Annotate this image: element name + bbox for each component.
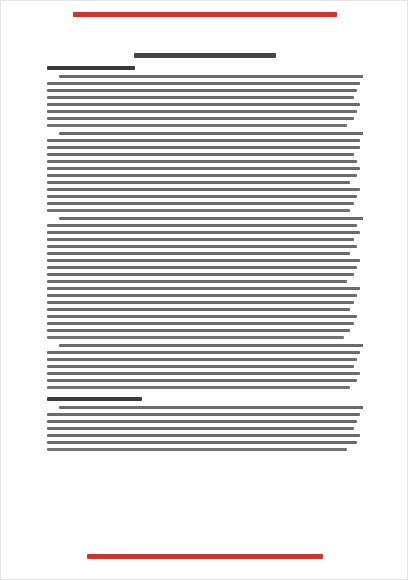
section-1-text-line	[47, 89, 357, 92]
section-1-text-line	[59, 344, 363, 347]
section-2-text-line	[47, 434, 360, 437]
section-1-text-line	[59, 217, 363, 220]
section-1-text-line	[47, 301, 354, 304]
section-1-text-line	[47, 209, 350, 212]
section-2-text-line	[47, 413, 360, 416]
section-2-paragraph	[47, 406, 363, 451]
section-1-text-line	[47, 181, 350, 184]
section-1-text-line	[47, 386, 350, 389]
section-1-text-line	[47, 336, 344, 339]
section-1-text-line	[47, 252, 350, 255]
section-1-paragraph	[47, 75, 363, 127]
section-1-text-line	[47, 153, 354, 156]
banner-line	[73, 12, 337, 17]
section-1-text-line	[47, 146, 360, 149]
section-1-body	[47, 75, 363, 389]
section-1-paragraph	[47, 217, 363, 339]
section-1-text-line	[47, 82, 360, 85]
section-1-text-line	[47, 139, 360, 142]
section-2-text-line	[47, 448, 347, 451]
section-1-heading	[47, 66, 363, 70]
section-1-paragraph	[47, 132, 363, 212]
section-1-text-line	[59, 132, 363, 135]
section-1-text-line	[47, 238, 354, 241]
section-1-text-line	[47, 294, 357, 297]
footer-banner	[87, 551, 323, 561]
section-1-heading-line	[47, 66, 135, 70]
section-1-text-line	[47, 308, 350, 311]
title-line	[134, 53, 276, 58]
section-2-text-line	[47, 441, 357, 444]
section-1-text-line	[47, 329, 350, 332]
section-1-text-line	[47, 160, 357, 163]
section-1-text-line	[47, 103, 360, 106]
section-1-paragraph	[47, 344, 363, 389]
section-1-text-line	[47, 188, 360, 191]
section-1-text-line	[47, 315, 357, 318]
section-1-text-line	[47, 259, 360, 262]
section-1-text-line	[47, 96, 354, 99]
footer-line	[87, 554, 323, 559]
section-2-text-line	[47, 427, 354, 430]
section-1-text-line	[47, 280, 347, 283]
section-2-body	[47, 406, 363, 451]
section-1-text-line	[47, 266, 357, 269]
section-1-text-line	[47, 195, 357, 198]
section-1-text-line	[47, 117, 354, 120]
section-1-text-line	[47, 202, 354, 205]
document-title	[47, 53, 363, 58]
section-1-text-line	[47, 124, 347, 127]
section-1-text-line	[47, 372, 360, 375]
document-content	[47, 35, 363, 541]
section-1-text-line	[47, 358, 357, 361]
section-1-text-line	[59, 75, 363, 78]
top-banner	[73, 7, 337, 21]
section-1-text-line	[47, 365, 354, 368]
section-1-text-line	[47, 245, 357, 248]
section-1-text-line	[47, 224, 357, 227]
section-1-text-line	[47, 174, 357, 177]
section-1-text-line	[47, 167, 360, 170]
section-2-text-line	[59, 406, 363, 409]
section-2-heading	[47, 397, 363, 401]
section-1-text-line	[47, 110, 357, 113]
section-1-text-line	[47, 379, 357, 382]
section-1-text-line	[47, 287, 360, 290]
section-1-text-line	[47, 273, 354, 276]
section-1-text-line	[47, 322, 354, 325]
section-1-text-line	[47, 231, 360, 234]
section-2-heading-line	[47, 397, 142, 401]
section-1-text-line	[47, 351, 360, 354]
section-2-text-line	[47, 420, 357, 423]
